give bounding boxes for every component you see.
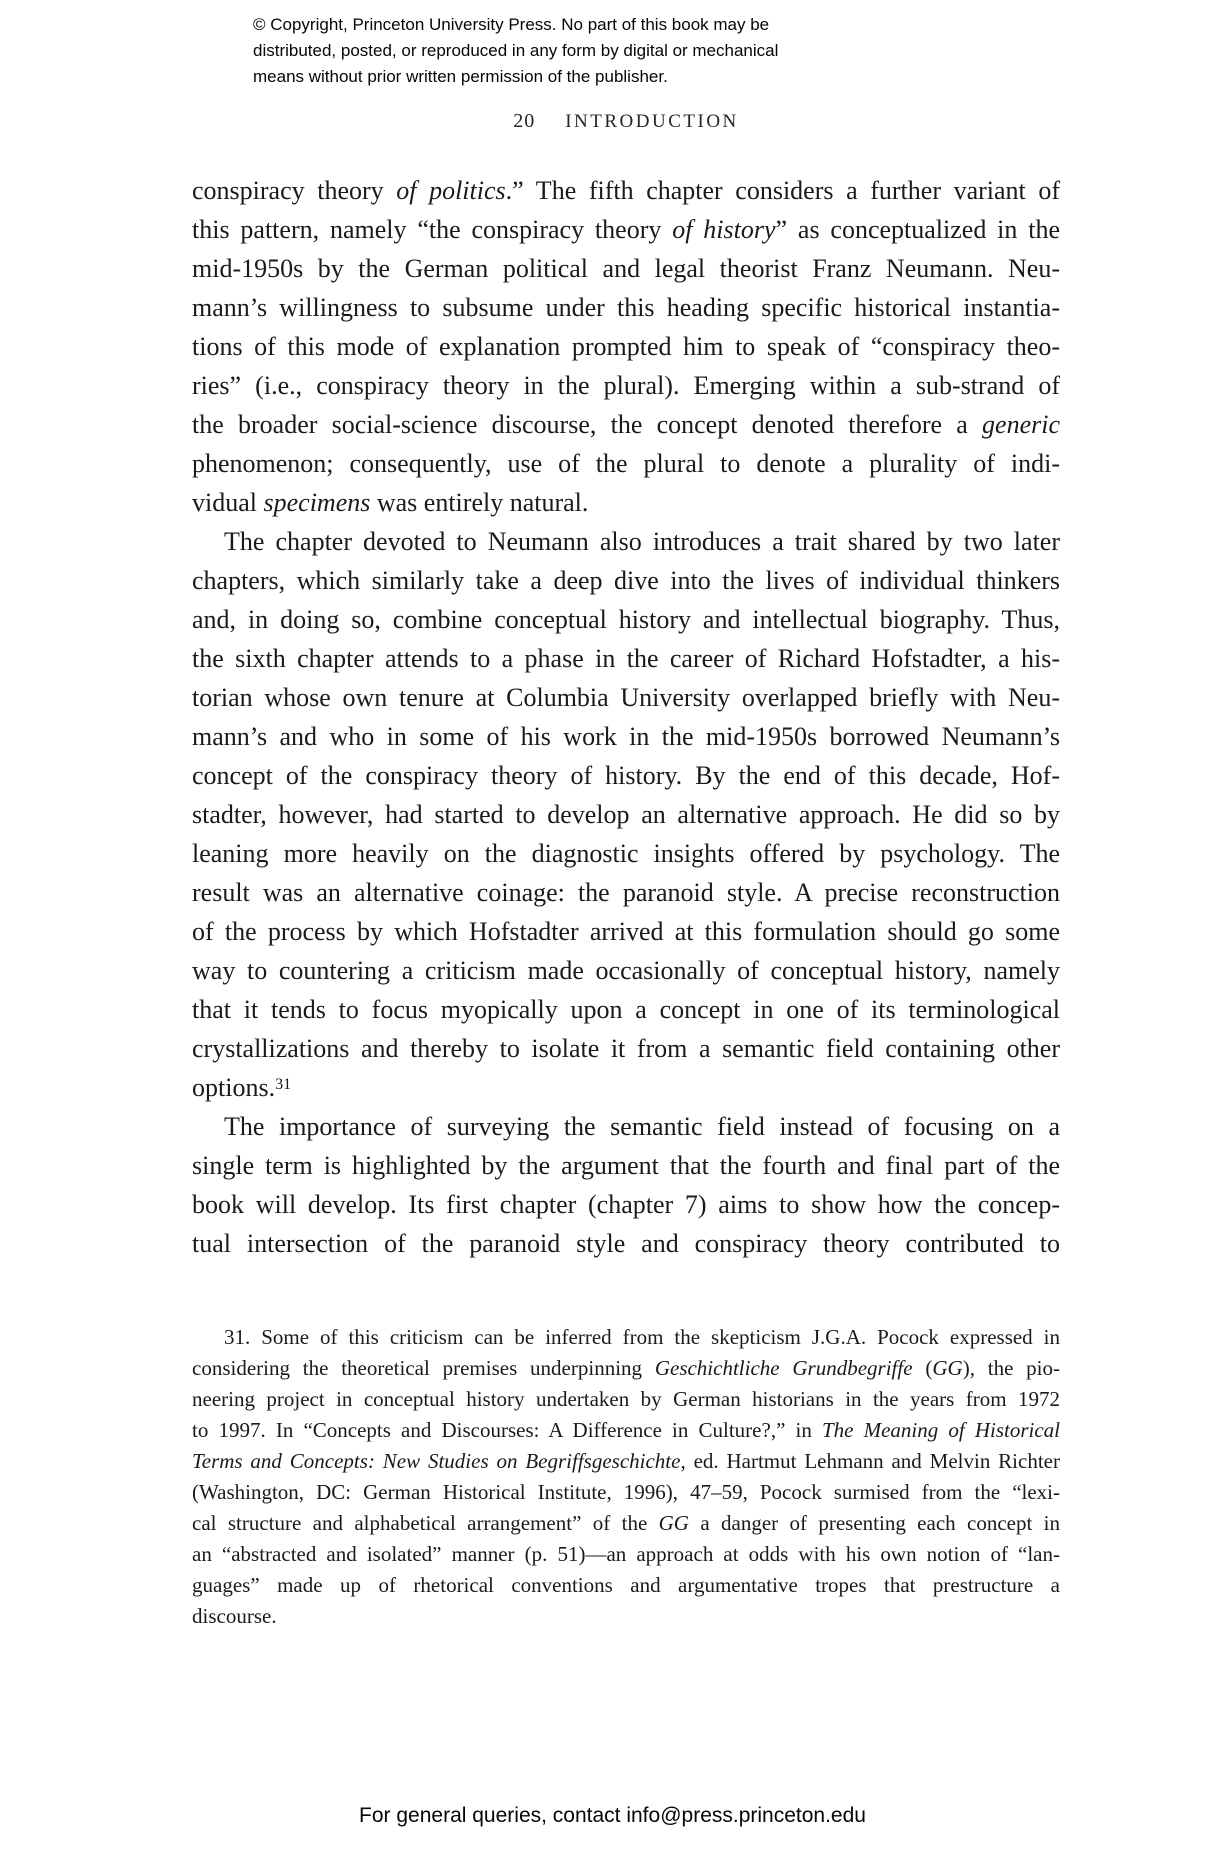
text-line: tions of this mode of explanation prompted him to speak of “conspiracy theo- <box>192 332 1060 361</box>
text-line: vidual specimens was entirely natural. <box>192 488 589 517</box>
text-line: conspiracy theory of politics.” The fifth chapter considers a further variant of <box>192 176 1061 205</box>
copyright-notice <box>253 12 778 90</box>
paragraph <box>192 522 1060 1107</box>
text-line: options.$^{31}$ <box>192 1073 292 1102</box>
text-line: chapters, which similarly take a deep dive into the lives of individual thinkers <box>192 566 1060 595</box>
text-line: way to countering a criticism made occasionally of conceptual history, namely <box>192 956 1060 985</box>
italic-text: of history <box>672 215 776 244</box>
text-line: guages” made up of rhetorical conventions and argumentative tropes that prestructure a <box>192 1573 1060 1597</box>
text-line: 31. Some of this criticism can be inferred from the skepticism J.G.A. Pocock expressed in <box>224 1325 1060 1349</box>
text-line: The importance of surveying the semantic field instead of focusing on a <box>224 1112 1060 1141</box>
page-footer-contact: For general queries, contact info@press.princeton.edu <box>359 1804 866 1827</box>
copyright-line: © Copyright, Princeton University Press. No part of this book may be <box>253 15 770 34</box>
text-line: book will develop. Its first chapter (chapter 7) aims to show how the concep- <box>192 1190 1060 1219</box>
footnote-reference: 31 <box>275 1075 292 1093</box>
text-line: this pattern, namely “the conspiracy theory of history” as conceptualized in the <box>192 215 1060 244</box>
text-line: ries” (i.e., conspiracy theory in the plural). Emerging within a sub-strand of <box>192 371 1060 400</box>
body-text <box>192 171 1060 1263</box>
running-head <box>192 110 1060 133</box>
italic-text: GG <box>932 1356 963 1380</box>
text-line: leaning more heavily on the diagnostic insights offered by psychology. The <box>192 839 1060 868</box>
italic-text: of politics <box>396 176 506 205</box>
text-line: Terms and Concepts: New Studies on Begriffsgeschichte, ed. Hartmut Lehmann and Melvin Richter <box>192 1449 1060 1473</box>
copyright-line: distributed, posted, or reproduced in any form by digital or mechanical <box>253 41 779 60</box>
italic-text: Terms and Concepts: New Studies on Begriffsgeschichte <box>192 1449 681 1473</box>
page-number: 20 <box>513 110 536 132</box>
italic-text: Geschichtliche Grundbegriffe <box>654 1356 913 1380</box>
text-line: cal structure and alphabetical arrangement” of the GG a danger of presenting each concept in <box>192 1511 1060 1535</box>
text-line: torian whose own tenure at Columbia University overlapped briefly with Neu- <box>192 683 1060 712</box>
text-line: tual intersection of the paranoid style and conspiracy theory contributed to <box>192 1229 1060 1258</box>
text-line: crystallizations and thereby to isolate it from a semantic field containing other <box>192 1034 1060 1063</box>
text-line: the sixth chapter attends to a phase in the career of Richard Hofstadter, a his- <box>192 644 1060 673</box>
text-line: an “abstracted and isolated” manner (p. 51)—an approach at odds with his own notion of “lan- <box>192 1542 1060 1566</box>
italic-text: The Meaning of Historical <box>821 1418 1060 1442</box>
text-line: considering the theoretical premises underpinning Geschichtliche Grundbegriffe (GG), the pio- <box>192 1356 1061 1380</box>
text-line: mann’s willingness to subsume under this heading specific historical instantia- <box>192 293 1060 322</box>
text-line: and, in doing so, combine conceptual history and intellectual biography. Thus, <box>192 605 1060 634</box>
text-line: discourse. <box>192 1604 277 1628</box>
footnote <box>192 1322 1060 1632</box>
paragraph <box>192 1107 1060 1263</box>
running-head-title: INTRODUCTION <box>565 111 739 132</box>
copyright-line: means without prior written permission of the publisher. <box>253 67 668 86</box>
text-line: the broader social-science discourse, the concept denoted therefore a generic <box>192 410 1060 439</box>
text-line: mid-1950s by the German political and legal theorist Franz Neumann. Neu- <box>192 254 1060 283</box>
text-line: to 1997. In “Concepts and Discourses: A Difference in Culture?,” in The Meaning of Historical <box>192 1418 1060 1442</box>
italic-text: GG <box>658 1511 689 1535</box>
text-line: The chapter devoted to Neumann also introduces a trait shared by two later <box>224 527 1060 556</box>
text-line: phenomenon; consequently, use of the plural to denote a plurality of indi- <box>192 449 1060 478</box>
italic-text: specimens <box>263 488 371 517</box>
italic-text: generic <box>982 410 1060 439</box>
text-line: single term is highlighted by the argument that the fourth and final part of the <box>192 1151 1060 1180</box>
text-line: of the process by which Hofstadter arrived at this formulation should go some <box>192 917 1060 946</box>
text-line: stadter, however, had started to develop an alternative approach. He did so by <box>192 800 1060 829</box>
text-line: concept of the conspiracy theory of history. By the end of this decade, Hof- <box>192 761 1060 790</box>
text-line: (Washington, DC: German Historical Institute, 1996), 47–59, Pocock surmised from the “lexi- <box>192 1480 1060 1504</box>
text-line: mann’s and who in some of his work in the mid-1950s borrowed Neumann’s <box>192 722 1060 751</box>
text-line: that it tends to focus myopically upon a concept in one of its terminological <box>192 995 1060 1024</box>
paragraph <box>192 171 1060 522</box>
text-line: neering project in conceptual history undertaken by German historians in the years from 1972 <box>192 1387 1060 1411</box>
text-line: result was an alternative coinage: the paranoid style. A precise reconstruction <box>192 878 1060 907</box>
